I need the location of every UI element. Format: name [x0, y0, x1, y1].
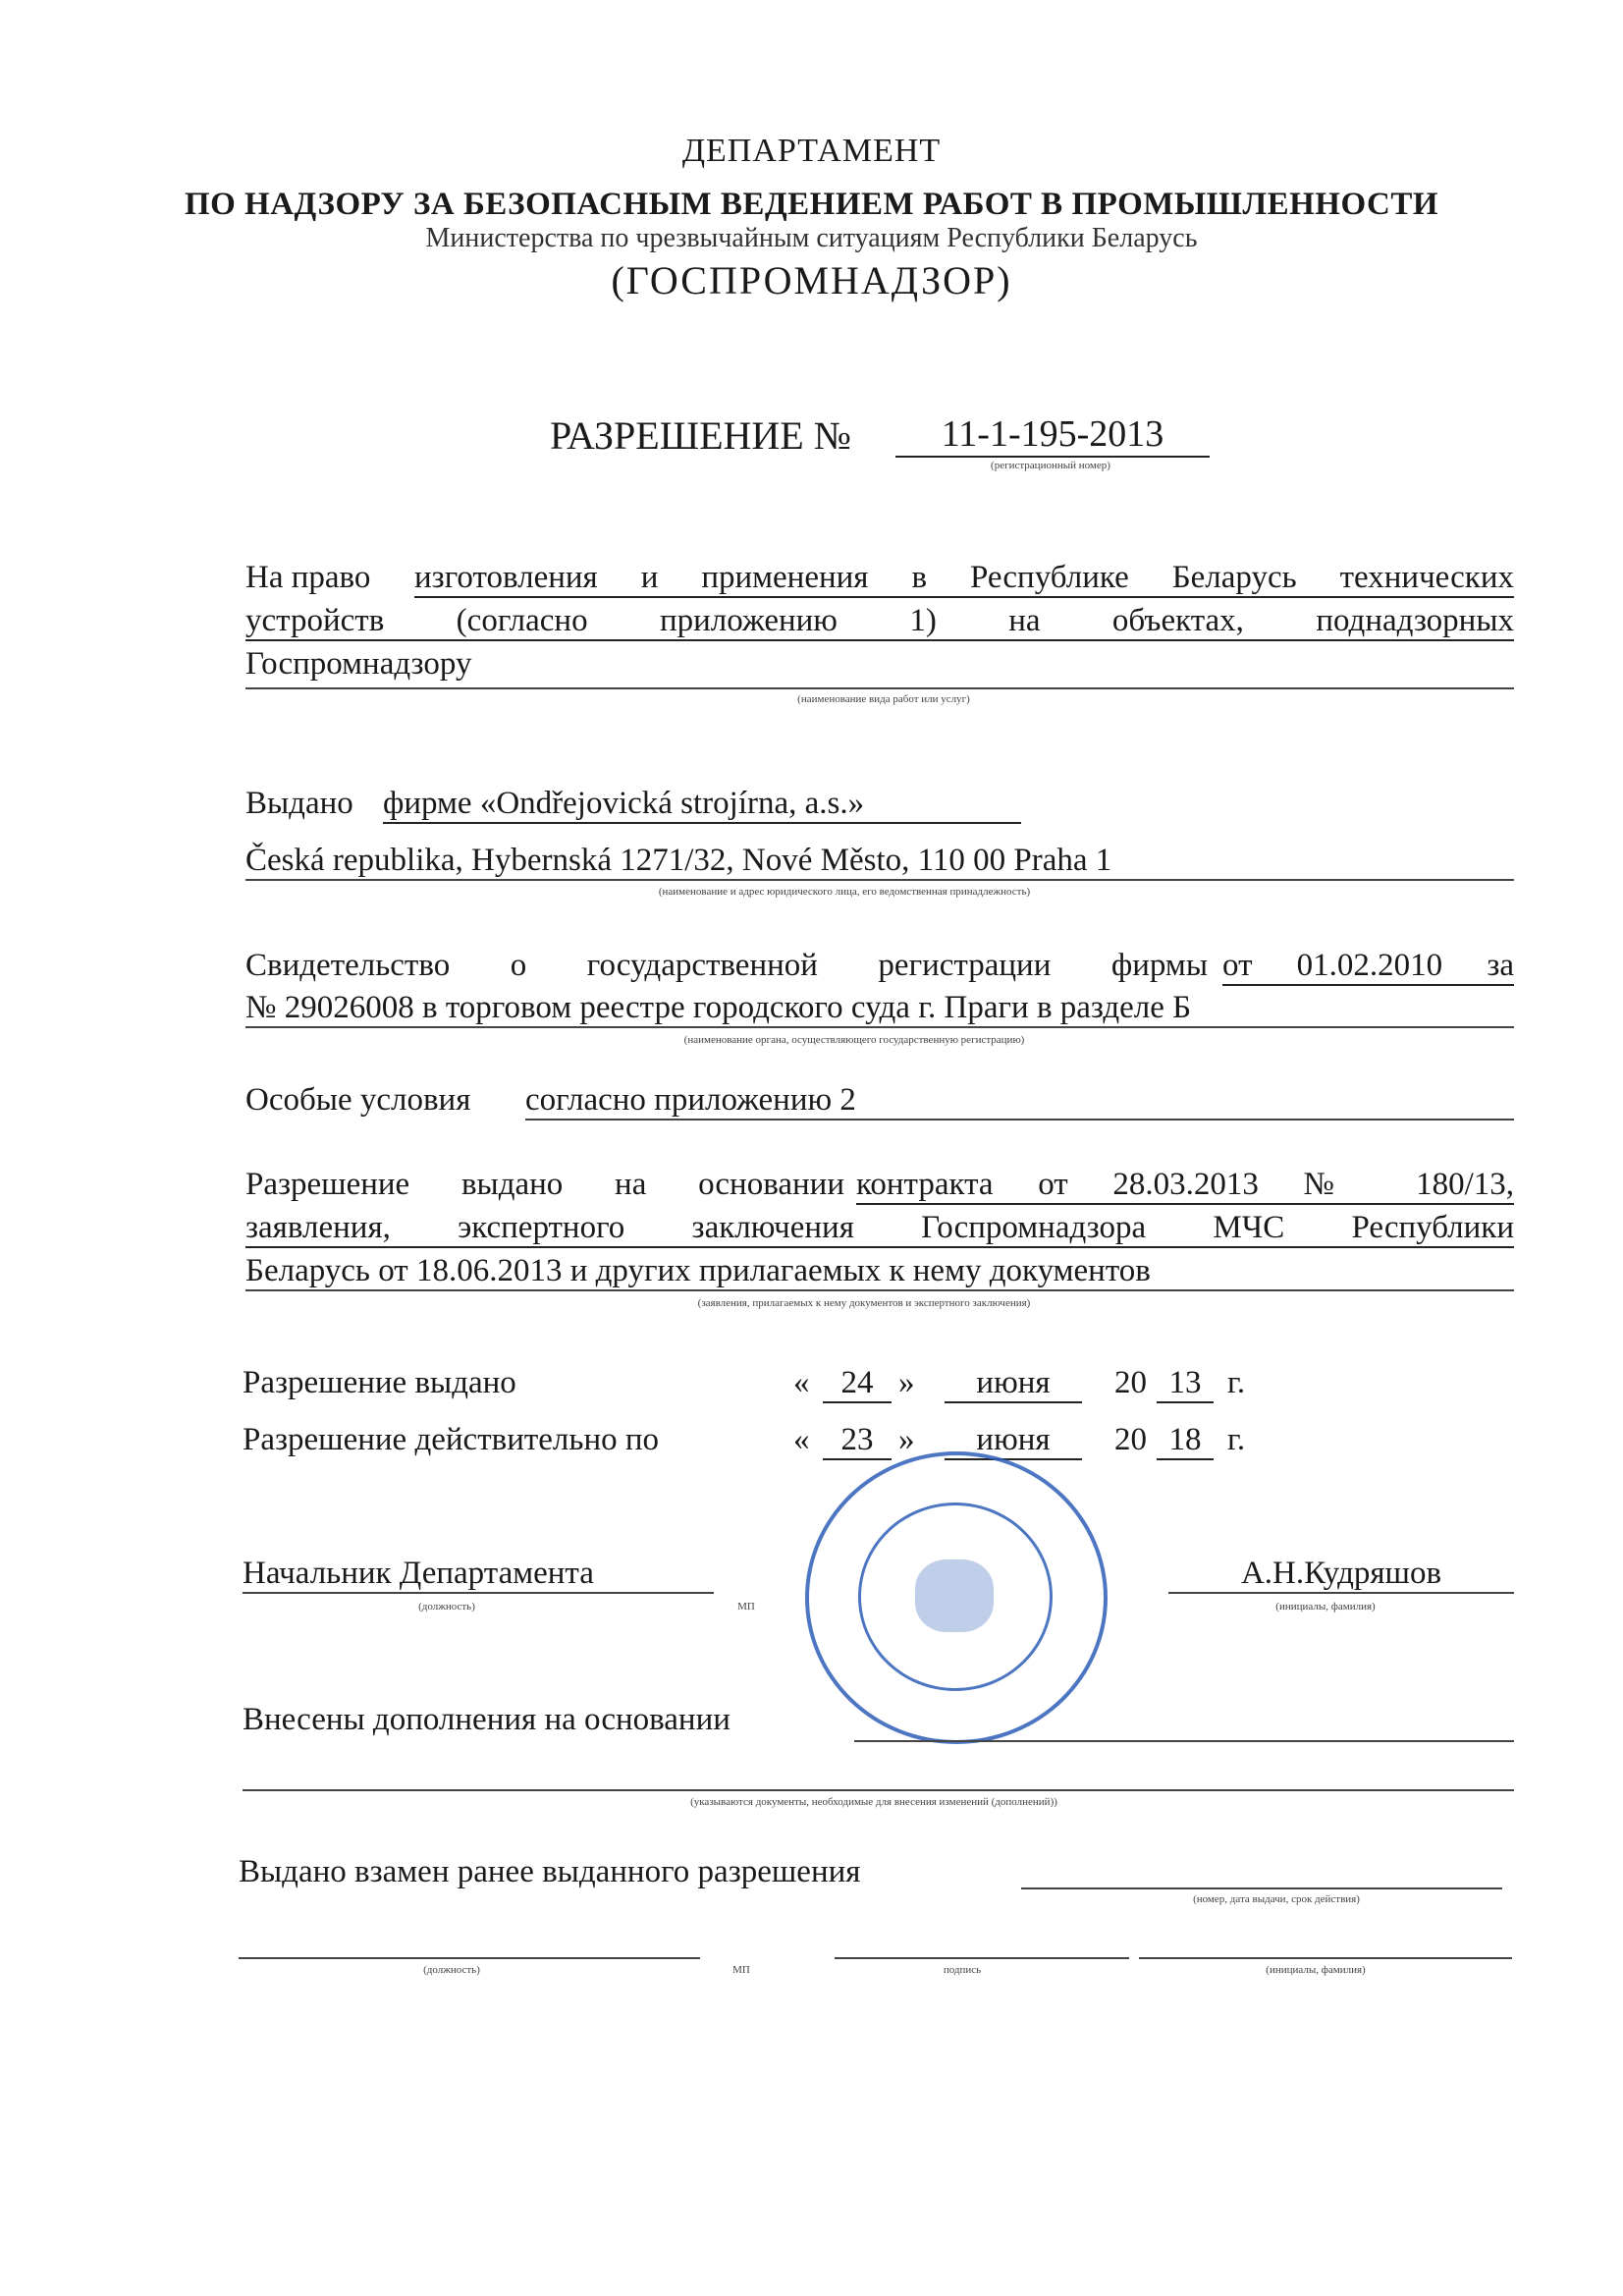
issued-month: июня [945, 1365, 1082, 1403]
ministry-name: Министерства по чрезвычайным ситуациям Республики Беларусь [425, 223, 1198, 253]
issued-year: 13 [1157, 1365, 1214, 1403]
registration-line-1b: от 01.02.2010 за [1222, 948, 1514, 986]
signer-name: А.Н.Кудряшов [1168, 1556, 1514, 1594]
bottom-name-caption: (инициалы, фамилия) [1266, 1964, 1366, 1976]
agency-abbrev: (ГОСПРОМНАДЗОР) [611, 258, 1012, 302]
issued-year-suffix: г. [1227, 1365, 1246, 1400]
valid-year: 18 [1157, 1422, 1214, 1460]
bottom-mp-mark: МП [732, 1964, 750, 1976]
signer-position-caption: (должность) [418, 1601, 475, 1613]
issued-day: 24 [823, 1365, 892, 1403]
amendments-line-1 [854, 1740, 1514, 1742]
valid-month: июня [945, 1422, 1082, 1460]
replacement-line [1021, 1887, 1502, 1889]
registration-caption: (наименование органа, осуществляющего государственную регистрацию) [683, 1034, 1025, 1046]
basis-line-1a: Разрешение выдано на основании [245, 1167, 844, 1202]
conditions-value: согласно приложению 2 [525, 1082, 1514, 1121]
purpose-line-3: Госпромнадзору [245, 646, 472, 682]
basis-line-3: Беларусь от 18.06.2013 и других прилагаемых к нему документов [245, 1253, 1514, 1291]
department-subtitle: ПО НАДЗОРУ ЗА БЕЗОПАСНЫМ ВЕДЕНИЕМ РАБОТ В ПРОМЫШЛЕННОСТИ [184, 187, 1439, 222]
issued-to-caption: (наименование и адрес юридического лица, его ведомственная принадлежность) [658, 886, 1031, 898]
amendments-caption: (указываются документы, необходимые для внесения изменений (дополнений)) [690, 1796, 1057, 1808]
bottom-position-line [239, 1957, 700, 1959]
issued-quote-open: « [793, 1365, 810, 1400]
purpose-line-2: устройств (согласно приложению 1) на объектах, поднадзорных [245, 603, 1514, 641]
seal-emblem-icon [915, 1559, 994, 1632]
permit-title: РАЗРЕШЕНИЕ № [550, 413, 851, 458]
amendments-label: Внесены дополнения на основании [243, 1702, 730, 1737]
issued-century: 20 [1114, 1365, 1147, 1400]
bottom-position-caption: (должность) [423, 1964, 480, 1976]
replacement-caption: (номер, дата выдачи, срок действия) [1193, 1893, 1360, 1905]
issued-to-address: Česká republika, Hybernská 1271/32, Nové Město, 110 00 Praha 1 [245, 843, 1514, 881]
signer-position: Начальник Департамента [243, 1556, 714, 1594]
signer-name-caption: (инициалы, фамилия) [1275, 1601, 1376, 1613]
registration-line-2: № 29026008 в торговом реестре городского суда г. Праги в разделе Б [245, 990, 1514, 1028]
seal-inner-ring [858, 1503, 1053, 1691]
permit-number-caption: (регистрационный номер) [991, 460, 1110, 471]
valid-century: 20 [1114, 1422, 1147, 1457]
valid-date-label: Разрешение действительно по [243, 1422, 660, 1457]
conditions-label: Особые условия [245, 1082, 471, 1118]
amendments-line-2 [243, 1789, 1514, 1791]
basis-caption: (заявления, прилагаемых к нему документов и экспертного заключения) [697, 1297, 1031, 1309]
issued-to-name: фирме «Ondřejovická strojírna, a.s.» [383, 786, 1021, 824]
replacement-label: Выдано взамен ранее выданного разрешения [239, 1854, 861, 1889]
valid-year-suffix: г. [1227, 1422, 1246, 1457]
issued-quote-close: » [898, 1365, 915, 1400]
valid-quote-close: » [898, 1422, 915, 1457]
mp-mark: МП [737, 1601, 755, 1613]
purpose-line-1: изготовления и применения в Республике Беларусь технических [414, 560, 1514, 598]
purpose-underline [245, 687, 1514, 689]
basis-line-2: заявления, экспертного заключения Госпромнадзора МЧС Республики [245, 1210, 1514, 1248]
valid-quote-open: « [793, 1422, 810, 1457]
official-seal [805, 1451, 1108, 1744]
bottom-name-line [1139, 1957, 1512, 1959]
department-title: ДЕПАРТАМЕНТ [681, 133, 942, 169]
valid-day: 23 [823, 1422, 892, 1460]
purpose-prefix: На право [245, 560, 371, 595]
bottom-sign-line [835, 1957, 1129, 1959]
issued-date-label: Разрешение выдано [243, 1365, 516, 1400]
issued-to-label: Выдано [245, 786, 353, 821]
permit-number: 11-1-195-2013 [895, 412, 1210, 458]
bottom-sign-caption: подпись [943, 1964, 982, 1976]
registration-line-1a: Свидетельство о государственной регистрации фирмы [245, 948, 1208, 983]
basis-line-1b: контракта от 28.03.2013 № 180/13, [856, 1167, 1514, 1205]
purpose-caption: (наименование вида работ или услуг) [797, 693, 970, 705]
